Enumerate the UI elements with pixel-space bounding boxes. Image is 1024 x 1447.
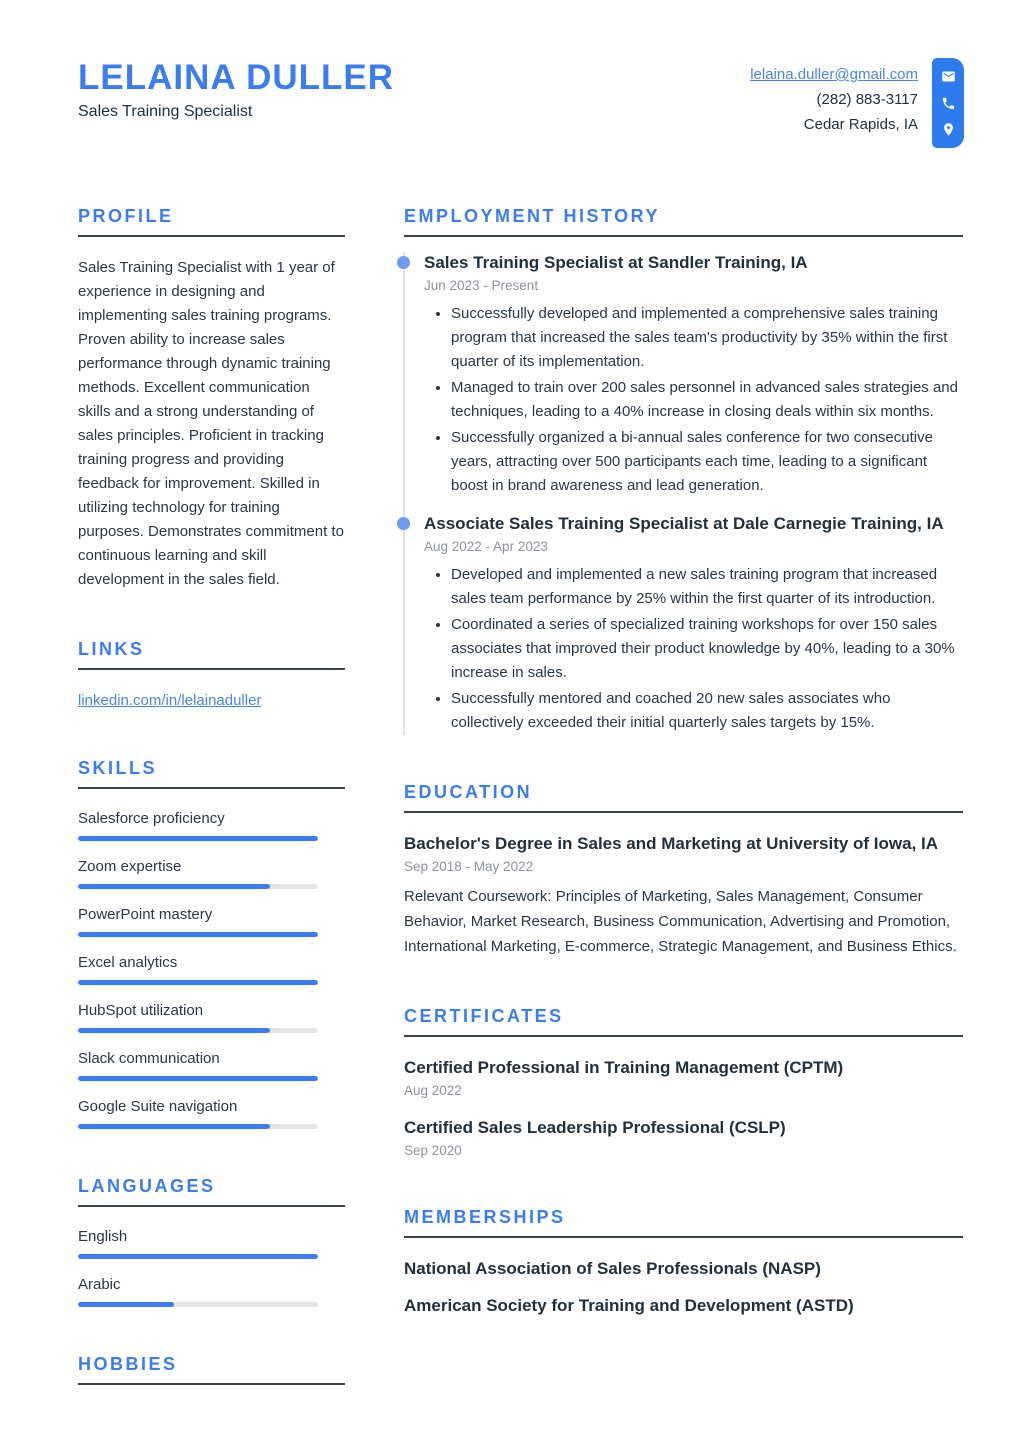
skill-bar-track [78,884,318,889]
section-links [78,638,345,711]
heading-rule [404,1035,963,1037]
job-bullet: • Successfully developed and implemented a comprehensive sales training program that increased the sales team's productivity by 35% within the first quarter of its implementation. [451,302,963,374]
certificate-title: Certified Sales Leadership Professional (CSLP) [404,1118,786,1137]
skill-bar-fill [78,1076,318,1081]
section-profile [78,205,345,592]
skill-label: Zoom expertise [78,858,182,875]
location-pin-icon [941,122,956,137]
envelope-icon [941,69,956,84]
language-bar-fill [78,1302,174,1307]
skill-bar-track [78,1124,318,1129]
skill-bar-fill [78,980,318,985]
job-bullet: • Coordinated a series of specialized training workshops for over 150 sales associates that improved their product knowledge by 40%, leading to a 30% increase in sales. [451,613,963,685]
job-bullet: • Developed and implemented a new sales training program that increased sales team performance by 25% within the first quarter of its introduction. [451,563,963,611]
job-bullet-list [424,302,963,498]
contact-email-row [750,62,918,87]
skill-item [78,1001,345,1033]
skill-bar-track [78,980,318,985]
heading-rule [78,1383,345,1385]
job-bullet: • Successfully mentored and coached 20 new sales associates who collectively exceeded their initial quarterly sales targets by 15%. [451,687,963,735]
education-entry-dates: Sep 2018 - May 2022 [404,859,534,874]
skills-heading: SKILLS [78,758,158,778]
language-label: Arabic [78,1276,121,1293]
education-entry [404,833,963,959]
section-education [404,781,963,959]
job-entry [424,252,963,498]
job-entry-title: Sales Training Specialist at Sandler Training, IA [424,253,808,272]
skill-label: HubSpot utilization [78,1002,204,1019]
skill-bar-track [78,932,318,937]
language-label: English [78,1228,128,1245]
main-content [404,205,963,1317]
job-entry-dates: Aug 2022 - Apr 2023 [424,539,548,554]
heading-rule [404,1236,963,1238]
language-bar-fill [78,1254,318,1259]
certificates-list [404,1057,963,1160]
job-title-subtitle: Sales Training Specialist [78,103,253,121]
contact-info [750,58,918,137]
languages-list [78,1227,345,1307]
heading-rule [78,1205,345,1207]
certificate-title: Certified Professional in Training Management (CPTM) [404,1058,844,1077]
job-bullet-list [424,563,963,735]
heading-rule [78,235,345,237]
skill-label: Salesforce proficiency [78,810,225,827]
links-heading: LINKS [78,639,145,659]
contact-location-row: Cedar Rapids, IA [803,116,918,133]
phone-icon [941,96,956,111]
section-memberships [404,1206,963,1317]
section-hobbies [78,1353,345,1385]
languages-heading: LANGUAGES [78,1176,216,1196]
contact-icon-bar [932,58,964,148]
heading-rule [78,787,345,789]
skill-item [78,1097,345,1129]
heading-rule [404,235,963,237]
skills-list [78,809,345,1129]
contact-phone-row: (282) 883-3117 [816,91,918,108]
skill-label: Google Suite navigation [78,1098,238,1115]
section-languages [78,1175,345,1307]
education-heading: EDUCATION [404,782,533,802]
skill-bar-fill [78,836,318,841]
education-coursework: Relevant Coursework: Principles of Marketing, Sales Management, Consumer Behavior, Market Research, Business Communication, Advertising and Promotion, International Marketing, E-commerce, Strategic Management, and Business Ethics. [404,888,957,955]
language-bar-track [78,1254,318,1259]
language-item [78,1275,345,1307]
content-columns [0,205,1024,1385]
heading-rule [404,811,963,813]
memberships-heading: MEMBERSHIPS [404,1207,566,1227]
profile-text: Sales Training Specialist with 1 year of experience in designing and implementing sales training programs. Proven ability to increase sales performance through dynamic training methods. Excellent communication skills and a strong understanding of sales principles. Proficient in tracking training progress and providing feedback for improvement. Skilled in utilizing technology for training purposes. Demonstrates commitment to continuous learning and skill development in the sales field. [78,259,344,588]
hobbies-heading: HOBBIES [78,1354,178,1374]
timeline-dot [397,256,410,269]
email-link[interactable]: lelaina.duller@gmail.com [750,66,918,83]
certificate-entry [404,1057,963,1100]
section-certificates [404,1005,963,1160]
links-list [78,691,345,711]
skill-label: Slack communication [78,1050,220,1067]
header [0,0,1024,148]
timeline-dot [397,517,410,530]
job-entry-title: Associate Sales Training Specialist at Dale Carnegie Training, IA [424,514,944,533]
heading-rule [78,668,345,670]
employment-timeline [403,252,963,735]
skill-bar-track [78,1076,318,1081]
membership-entry: National Association of Sales Professionals (NASP) [404,1259,821,1278]
job-bullet: • Successfully organized a bi-annual sales conference for two consecutive years, attracting over 500 participants each time, leading to a significant boost in brand awareness and lead generation. [451,426,963,498]
education-entry-title: Bachelor's Degree in Sales and Marketing at University of Iowa, IA [404,834,939,853]
employment-heading: EMPLOYMENT HISTORY [404,206,661,226]
skill-bar-fill [78,884,270,889]
language-bar-track [78,1302,318,1307]
section-employment-history [404,205,963,735]
membership-entry: American Society for Training and Development (ASTD) [404,1296,854,1315]
header-contact-block [750,58,964,148]
skill-bar-fill [78,932,318,937]
skill-label: Excel analytics [78,954,178,971]
skill-bar-track [78,1028,318,1033]
profile-heading: PROFILE [78,206,174,226]
skill-item [78,953,345,985]
certificate-date: Aug 2022 [404,1083,462,1098]
skill-bar-fill [78,1028,270,1033]
job-entry [424,513,963,735]
skill-item [78,905,345,937]
linkedin-link[interactable]: linkedin.com/in/lelainaduller [78,692,262,709]
section-skills [78,757,345,1129]
job-bullet: • Managed to train over 200 sales personnel in advanced sales strategies and techniques, leading to a 40% increase in closing deals within six months. [451,376,963,424]
certificates-heading: CERTIFICATES [404,1006,564,1026]
language-item [78,1227,345,1259]
memberships-list [404,1258,963,1317]
skill-item [78,857,345,889]
certificate-date: Sep 2020 [404,1143,462,1158]
job-entry-dates: Jun 2023 - Present [424,278,539,293]
skill-item [78,809,345,841]
certificate-entry [404,1117,963,1160]
header-identity [78,58,394,121]
skill-bar-track [78,836,318,841]
skill-item [78,1049,345,1081]
sidebar [78,205,345,1385]
skill-label: PowerPoint mastery [78,906,213,923]
page-title: LELAINA DULLER [78,58,395,97]
skill-bar-fill [78,1124,270,1129]
